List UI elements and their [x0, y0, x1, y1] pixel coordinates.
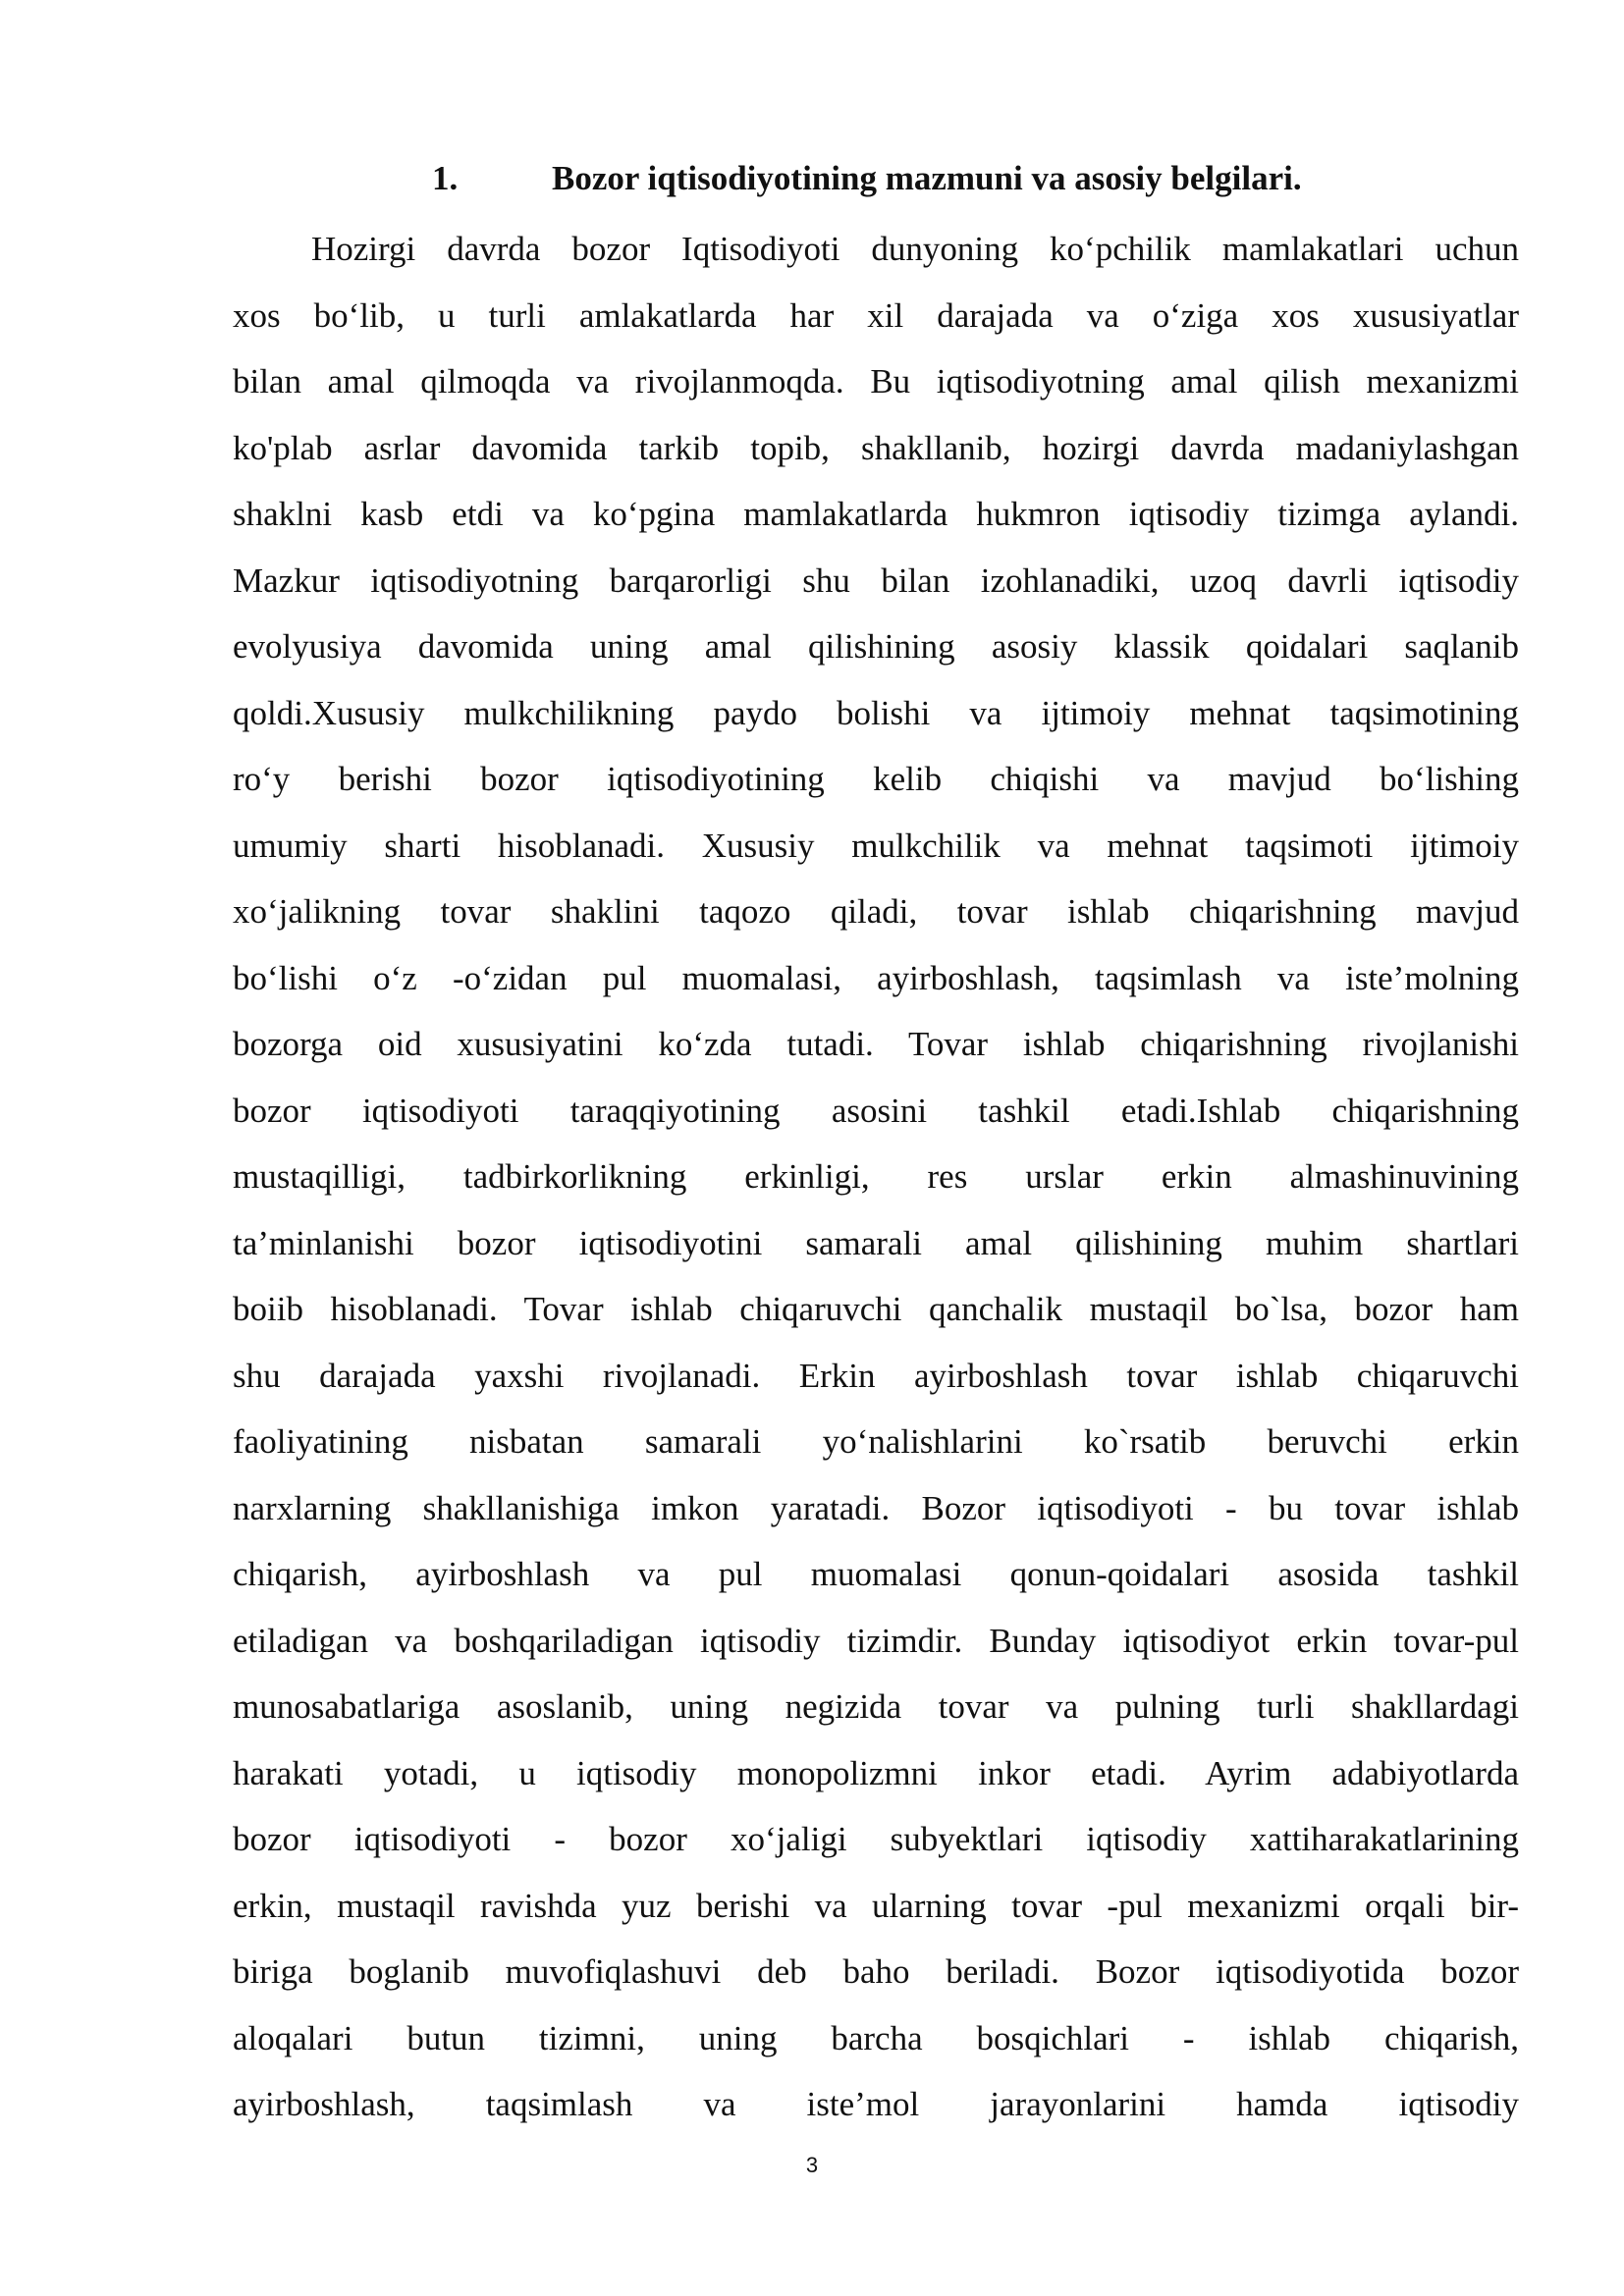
paragraph-line: xos bo‘lib, u turli amlakatlarda har xil darajada va o‘ziga xos xususiyatlar [233, 295, 1519, 335]
paragraph-line: harakati yotadi, u iqtisodiy monopolizmni inkor etadi. Ayrim adabiyotlarda [233, 1753, 1519, 1792]
paragraph-line: ko'plab asrlar davomida tarkib topib, shakllanib, hozirgi davrda madaniylashgan [233, 428, 1519, 467]
paragraph-line: bilan amal qilmoqda va rivojlanmoqda. Bu iqtisodiyotning amal qilish mexanizmi [233, 362, 1519, 400]
paragraph-line: faoliyatining nisbatan samarali yo‘nalishlarini ko`rsatib beruvchi erkin [233, 1422, 1519, 1461]
paragraph-line: boiib hisoblanadi. Tovar ishlab chiqaruvchi qanchalik mustaqil bo`lsa, bozor ham [233, 1290, 1519, 1328]
paragraph-line: shu darajada yaxshi rivojlanadi. Erkin ayirboshlash tovar ishlab chiqaruvchi [233, 1356, 1519, 1395]
paragraph-line: qoldi.Xususiy mulkchilikning paydo bolishi va ijtimoiy mehnat taqsimotining [233, 693, 1519, 732]
paragraph-line: etiladigan va boshqariladigan iqtisodiy tizimdir. Bunday iqtisodiyot erkin tovar-pul [233, 1621, 1519, 1660]
paragraph-line: munosabatlariga asoslanib, uning negizida tovar va pulning turli shakllardagi [233, 1687, 1519, 1726]
paragraph-line: Mazkur iqtisodiyotning barqarorligi shu bilan izohlanadiki, uzoq davrli iqtisodiy [233, 561, 1519, 600]
paragraph-line: mustaqilligi, tadbirkorlikning erkinligi, res urslar erkin almashinuvining [233, 1157, 1519, 1196]
paragraph-line: erkin, mustaqil ravishda yuz berishi va ularning tovar -pul mexanizmi orqali bir- [233, 1886, 1519, 1925]
paragraph-line: ayirboshlash, taqsimlash va iste’mol jarayonlarini hamda iqtisodiy [233, 2085, 1519, 2123]
paragraph-line: narxlarning shakllanishiga imkon yaratadi. Bozor iqtisodiyoti - bu tovar ishlab [233, 1488, 1519, 1527]
paragraph-line: evolyusiya davomida uning amal qilishining asosiy klassik qoidalari saqlanib [233, 627, 1519, 666]
page-number: 3 [805, 2153, 819, 2177]
paragraph-line: bozorga oid xususiyatini ko‘zda tutadi. Tovar ishlab chiqarishning rivojlanishi [233, 1025, 1519, 1063]
paragraph-line: biriga boglanib muvofiqlashuvi deb baho beriladi. Bozor iqtisodiyotida bozor [233, 1952, 1519, 1991]
section-heading [432, 157, 1302, 200]
paragraph-line: bozor iqtisodiyoti taraqqiyotining asosini tashkil etadi.Ishlab chiqarishning [233, 1091, 1519, 1130]
section-title: Bozor iqtisodiyotining mazmuni va asosiy belgilari. [552, 159, 1302, 197]
paragraph-line: Hozirgi davrda bozor Iqtisodiyoti dunyoning ko‘pchilik mamlakatlari uchun [311, 230, 1519, 268]
paragraph-line: shaklni kasb etdi va ko‘pgina mamlakatlarda hukmron iqtisodiy tizimga aylandi. [233, 495, 1519, 533]
paragraph-line: umumiy sharti hisoblanadi. Xususiy mulkchilik va mehnat taqsimoti ijtimoiy [233, 826, 1519, 865]
paragraph-line: ro‘y berishi bozor iqtisodiyotining kelib chiqishi va mavjud bo‘lishing [233, 760, 1519, 798]
body-paragraph [233, 216, 1519, 2138]
paragraph-line: ta’minlanishi bozor iqtisodiyotini samarali amal qilishining muhim shartlari [233, 1223, 1519, 1262]
paragraph-line: xo‘jalikning tovar shaklini taqozo qiladi, tovar ishlab chiqarishning mavjud [233, 892, 1519, 931]
paragraph-line: bo‘lishi o‘z -o‘zidan pul muomalasi, ayirboshlash, taqsimlash va iste’molning [233, 958, 1519, 997]
paragraph-line: chiqarish, ayirboshlash va pul muomalasi qonun-qoidalari asosida tashkil [233, 1555, 1519, 1593]
section-number: 1. [432, 159, 459, 197]
paragraph-line: bozor iqtisodiyoti - bozor xo‘jaligi subyektlari iqtisodiy xattiharakatlarining [233, 1820, 1519, 1858]
paragraph-line: aloqalari butun tizimni, uning barcha bosqichlari - ishlab chiqarish, [233, 2018, 1519, 2057]
